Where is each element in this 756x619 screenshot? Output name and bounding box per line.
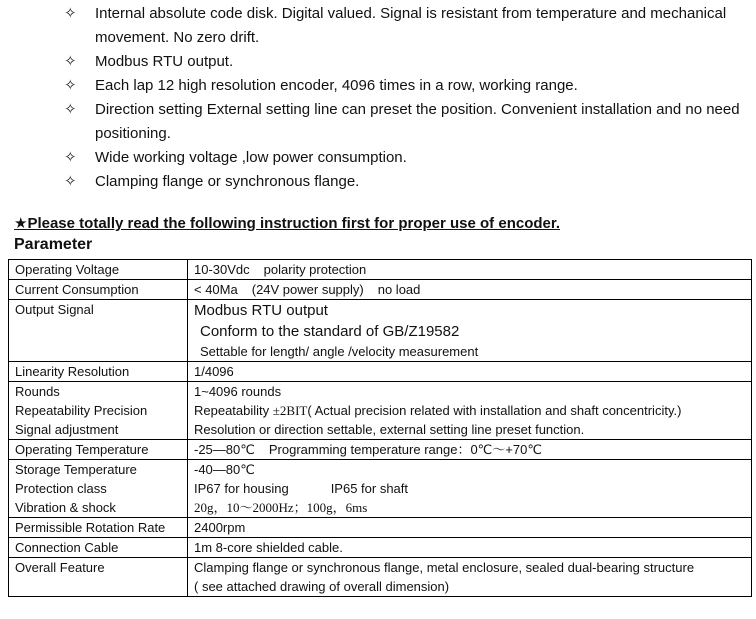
feature-item (64, 74, 752, 98)
value-text: ±2BIT (272, 403, 308, 418)
diamond-sparkle-icon: ✧ (64, 77, 77, 94)
param-key: Operating Voltage (9, 260, 188, 280)
param-value (188, 260, 752, 280)
table-row (9, 382, 752, 440)
value-line: 1~4096 rounds (194, 384, 282, 399)
value-text: Repeatability (194, 403, 270, 418)
feature-item (64, 170, 752, 194)
param-key: Overall Feature (9, 558, 188, 597)
feature-item (64, 50, 752, 74)
key-line: Vibration & shock (15, 500, 116, 515)
value-line (194, 479, 745, 498)
key-line: Rounds (15, 384, 60, 399)
param-value (188, 300, 752, 362)
param-key: Linearity Resolution (9, 362, 188, 382)
value-line: Resolution or direction settable, external setting line preset function. (194, 422, 585, 437)
feature-text: Direction setting External setting line can preset the position. Convenient installation and no need positioning. (95, 101, 740, 142)
table-row (9, 362, 752, 382)
value-line: -40—80℃ (194, 462, 255, 477)
feature-text: Modbus RTU output. (95, 53, 234, 70)
param-value (188, 440, 752, 460)
feature-item (64, 146, 752, 170)
table-row (9, 518, 752, 538)
instruction-notice (14, 214, 560, 232)
value-line: Conform to the standard of GB/Z19582 (200, 323, 460, 340)
param-value (188, 460, 752, 518)
param-value: 2400rpm (188, 518, 752, 538)
param-key: Output Signal (9, 300, 188, 362)
value-line: ( see attached drawing of overall dimension) (194, 579, 450, 594)
value-line: Modbus RTU output (194, 302, 328, 319)
value-text: IP67 for housing (194, 481, 289, 496)
feature-text: Internal absolute code disk. Digital valued. Signal is resistant from temperature and mechanical movement. No zero drift. (95, 5, 727, 46)
star-icon: ★ (14, 215, 28, 232)
param-value (188, 558, 752, 597)
table-row (9, 280, 752, 300)
diamond-sparkle-icon: ✧ (64, 5, 77, 22)
key-line: Repeatability Precision (15, 403, 148, 418)
parameter-table (8, 259, 752, 597)
table-row (9, 440, 752, 460)
param-key: Operating Temperature (9, 440, 188, 460)
diamond-sparkle-icon: ✧ (64, 101, 77, 118)
key-line: Signal adjustment (15, 422, 119, 437)
key-line: Storage Temperature (15, 462, 137, 477)
feature-item (64, 98, 752, 146)
table-row (9, 300, 752, 362)
diamond-sparkle-icon: ✧ (64, 149, 77, 166)
value-text: < 40Ma (194, 282, 238, 297)
table-row (9, 460, 752, 518)
feature-text: Clamping flange or synchronous flange. (95, 173, 360, 190)
value-text: 10-30Vdc (194, 262, 250, 277)
param-value (188, 280, 752, 300)
value-line: Settable for length/ angle /velocity measurement (200, 344, 479, 359)
value-text: (24V power supply) (251, 282, 364, 297)
feature-text: Wide working voltage ,low power consumption. (95, 149, 407, 166)
value-text: Programming temperature range：0℃～+70℃ (268, 442, 542, 457)
param-value: 1/4096 (188, 362, 752, 382)
table-row (9, 538, 752, 558)
parameter-heading: Parameter (14, 236, 93, 253)
value-text: ( Actual precision related with installation and shaft concentricity.) (307, 403, 682, 418)
value-text: IP65 for shaft (330, 481, 409, 496)
param-value (188, 382, 752, 440)
value-line: Clamping flange or synchronous flange, metal enclosure, sealed dual-bearing structure (194, 560, 695, 575)
param-value: 1m 8-core shielded cable. (188, 538, 752, 558)
feature-item (64, 2, 752, 50)
table-row (9, 260, 752, 280)
param-key: Connection Cable (9, 538, 188, 558)
table-row (9, 558, 752, 597)
diamond-sparkle-icon: ✧ (64, 173, 77, 190)
param-key: Permissible Rotation Rate (9, 518, 188, 538)
param-key: Current Consumption (9, 280, 188, 300)
value-line (194, 401, 745, 420)
value-line: 20g，10～2000Hz；100g，6ms (194, 500, 368, 515)
value-text: no load (377, 282, 421, 297)
feature-text: Each lap 12 high resolution encoder, 4096 times in a row, working range. (95, 77, 578, 94)
param-key (9, 460, 188, 518)
value-text: -25—80℃ (194, 442, 255, 457)
value-text: polarity protection (263, 262, 367, 277)
key-line: Protection class (15, 481, 107, 496)
notice-text: Please totally read the following instruction first for proper use of encoder. (27, 215, 561, 232)
feature-list (64, 2, 752, 194)
param-key (9, 382, 188, 440)
diamond-sparkle-icon: ✧ (64, 53, 77, 70)
